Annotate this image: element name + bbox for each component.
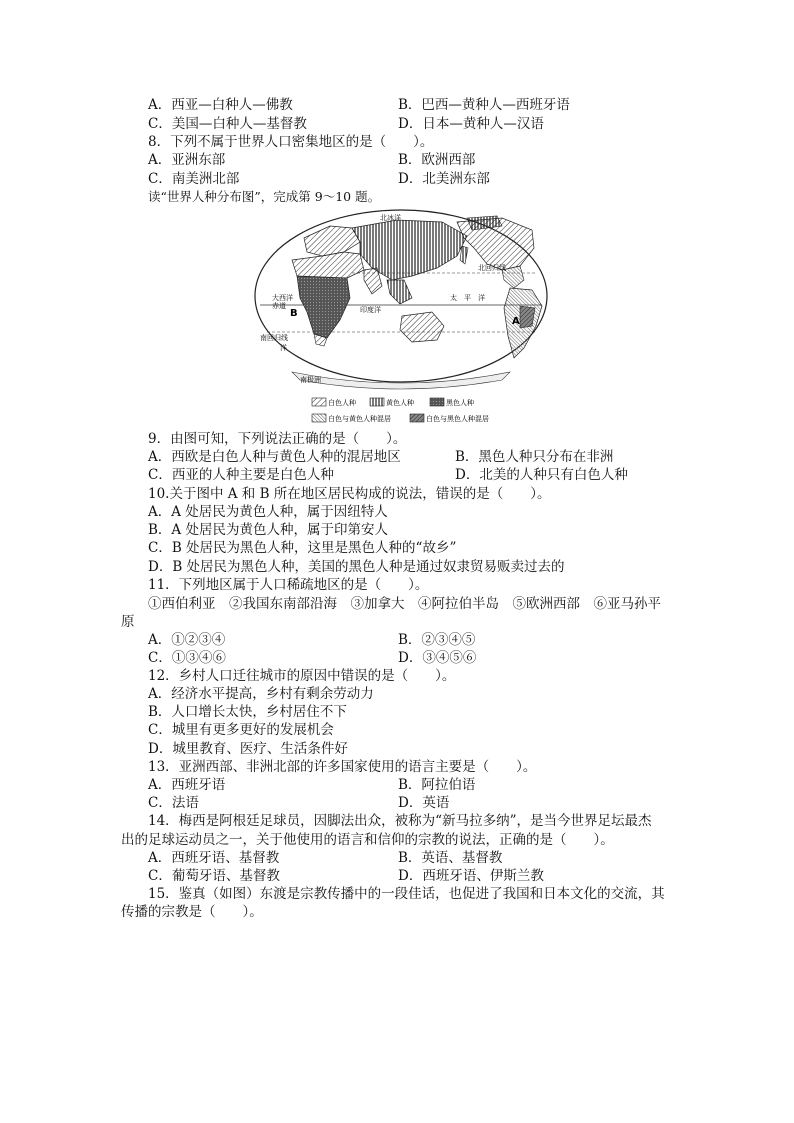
q14-option-a: A．西班牙语、基督教 xyxy=(148,850,280,866)
legend-white: 白色人种 xyxy=(328,399,356,407)
q13-stem: 13．亚洲西部、非洲北部的许多国家使用的语言主要是（ ）。 xyxy=(148,759,537,775)
q11-option-d: D．③④⑤⑥ xyxy=(398,650,477,666)
q12-option-a: A．经济水平提高，乡村有剩余劳动力 xyxy=(148,686,374,702)
q8-option-d: D．北美洲东部 xyxy=(398,171,490,187)
q15-stem-line1: 15．鉴真（如图）东渡是宗教传播中的一段佳话，也促进了我国和日本文化的交流，其 xyxy=(148,886,665,902)
label-arctic: 北冰洋 xyxy=(380,214,401,222)
q14-option-d: D．西班牙语、伊斯兰教 xyxy=(398,868,544,884)
q9-option-a: A．西欧是白色人种与黄色人种的混居地区 xyxy=(148,449,401,465)
q13-option-a: A．西班牙语 xyxy=(148,777,226,793)
label-indian: 印度洋 xyxy=(360,306,381,314)
q14-stem-line2: 出的足球运动员之一，关于他使用的语言和信仰的宗教的说法，正确的是（ ）。 xyxy=(121,832,614,848)
q9-option-c: C．西亚的人种主要是白色人种 xyxy=(148,467,334,483)
q8-option-c: C．南美洲北部 xyxy=(148,171,240,187)
q10-stem: 10.关于图中 A 和 B 所在地区居民构成的说法，错误的是（ ）。 xyxy=(148,486,551,502)
q7-option-c: C．美国—白种人—基督教 xyxy=(148,116,307,132)
map-legend xyxy=(312,398,489,423)
q14-stem-line1: 14．梅西是阿根廷足球员，因脚法出众，被称为“新马拉多纳”，是当今世界足坛最杰 xyxy=(148,813,652,829)
q10-option-a: A．A 处居民为黄色人种，属于因纽特人 xyxy=(148,504,388,520)
label-pacific: 太 平 洋 xyxy=(450,294,485,302)
q10-option-d: D．B 处居民为黑色人种，美国的黑色人种是通过奴隶贸易贩卖过去的 xyxy=(148,559,565,575)
q13-option-c: C．法语 xyxy=(148,795,199,811)
world-race-map xyxy=(252,208,550,428)
q9-stem: 9．由图可知，下列说法正确的是（ ）。 xyxy=(148,431,407,447)
label-atlantic-left: 大西洋 xyxy=(272,294,293,302)
q14-option-c: C．葡萄牙语、基督教 xyxy=(148,868,280,884)
label-tropic: 北回归线 xyxy=(478,264,506,272)
q11-items: ①西伯利亚 ②我国东南部沿海 ③加拿大 ④阿拉伯半岛 ⑤欧洲西部 ⑥亚马孙平 xyxy=(148,596,661,612)
legend-yellow: 黄色人种 xyxy=(386,399,414,407)
q12-option-d: D．城里教育、医疗、生活条件好 xyxy=(148,741,348,757)
label-equator: 赤道 xyxy=(272,302,286,310)
label-south-tropic: 南回归线 xyxy=(260,334,288,342)
label-water: 洋 xyxy=(280,344,287,352)
q7-option-b: B．巴西—黄种人—西班牙语 xyxy=(398,97,570,113)
q7-option-a: A．西亚—白种人—佛教 xyxy=(148,97,293,113)
legend-black: 黑色人种 xyxy=(446,399,474,407)
q13-option-d: D．英语 xyxy=(398,795,450,811)
label-b: B xyxy=(290,308,298,319)
q8-option-b: B．欧洲西部 xyxy=(398,152,476,168)
q12-option-b: B．人口增长太快，乡村居住不下 xyxy=(148,704,347,720)
q11-items-wrap: 原 xyxy=(121,614,135,630)
q13-option-b: B．阿拉伯语 xyxy=(398,777,476,793)
q11-option-c: C．①③④⑥ xyxy=(148,650,226,666)
map-intro: 读“世界人种分布图”，完成第 9～10 题。 xyxy=(148,189,381,204)
q11-stem: 11．下列地区属于人口稀疏地区的是（ ）。 xyxy=(148,577,429,593)
q14-option-b: B．英语、基督教 xyxy=(398,850,503,866)
q11-option-b: B．②③④⑤ xyxy=(398,632,476,648)
q8-option-a: A．亚洲东部 xyxy=(148,152,226,168)
label-a: A xyxy=(512,316,520,327)
q12-stem: 12．乡村人口迁往城市的原因中错误的是（ ）。 xyxy=(148,668,456,684)
q9-option-d: D．北美的人种只有白色人种 xyxy=(455,467,628,483)
q7-option-d: D．日本—黄种人—汉语 xyxy=(398,116,544,132)
legend-white-black: 白色与黑色人种混居 xyxy=(426,415,489,423)
label-antarctic: 南极洲 xyxy=(300,376,321,384)
q11-option-a: A．①②③④ xyxy=(148,632,226,648)
legend-white-yellow: 白色与黄色人种混居 xyxy=(328,415,391,423)
q15-stem-line2: 传播的宗教是（ ）。 xyxy=(121,904,263,920)
q8-stem: 8．下列不属于世界人口密集地区的是（ ）。 xyxy=(148,134,434,150)
q10-option-c: C．B 处居民为黑色人种，这里是黑色人种的“故乡” xyxy=(148,540,457,556)
q10-option-b: B．A 处居民为黄色人种，属于印第安人 xyxy=(148,522,388,538)
q9-option-b: B．黑色人种只分布在非洲 xyxy=(455,449,614,465)
q12-option-c: C．城里有更多更好的发展机会 xyxy=(148,722,334,738)
